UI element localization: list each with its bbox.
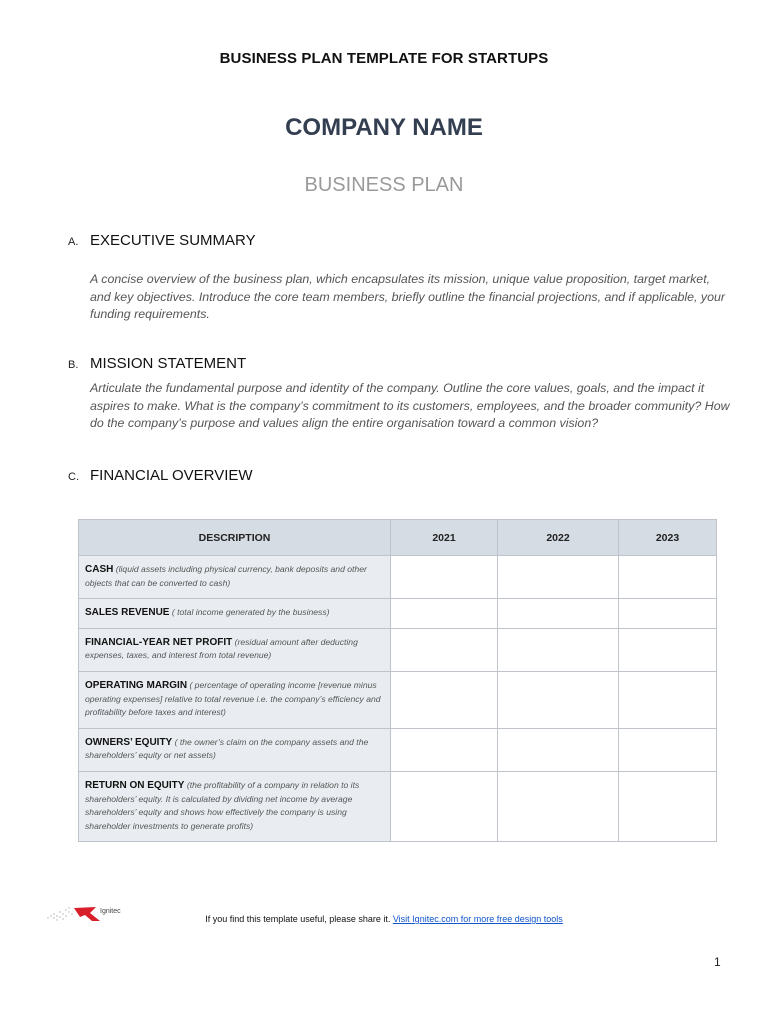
section-letter: A.: [68, 236, 79, 248]
row-label: OPERATING MARGIN: [85, 679, 188, 691]
cell-2021[interactable]: [391, 771, 498, 841]
table-row: [79, 771, 717, 841]
footer-share-text: [0, 914, 768, 924]
cell-2022[interactable]: [498, 771, 619, 841]
row-note: (liquid assets including physical currency, bank deposits and other objects that can be converted to cash): [85, 564, 367, 588]
company-name: COMPANY NAME: [285, 114, 483, 141]
row-note: (residual amount after deducting expenses, taxes, and interest from total revenue): [85, 636, 358, 661]
cell-2022[interactable]: [498, 671, 619, 728]
share-text: If you find this template useful, please share it.: [205, 914, 393, 924]
section-a-heading: [68, 232, 256, 249]
column-header-description: DESCRIPTION: [79, 520, 391, 556]
mission-statement-text: Articulate the fundamental purpose and identity of the company. Outline the core values, goals, and the impact it aspires to make. What is the company’s commitment to its customers, employees, and the broader community? How do the company’s purpose and values align the entire organisation toward a common vision?: [90, 381, 730, 430]
row-note: (the profitability of a company in relation to its shareholders’ equity. It is calculated by dividing net income by average shareholders’ equity and shows how effectively the company is using shareholder investments to generate profits): [85, 779, 360, 831]
column-header-2022: 2022: [498, 520, 619, 556]
row-description: [79, 771, 391, 841]
row-note: ( percentage of operating income [revenue minus operating expenses] relative to total revenue i.e. the company’s efficiency and profitability before taxes and interest): [85, 679, 381, 718]
table-header-row: [79, 520, 717, 556]
column-header-2023: 2023: [619, 520, 717, 556]
table-row: [79, 728, 717, 771]
row-note: ( the owner’s claim on the company assets and the shareholders’ equity or net assets): [85, 736, 369, 761]
cell-2021[interactable]: [391, 556, 498, 599]
cell-2021[interactable]: [391, 671, 498, 728]
ignitec-link[interactable]: Visit Ignitec.com for more free design tools: [392, 914, 563, 924]
table-row: [79, 599, 717, 629]
row-label: SALES REVENUE: [85, 607, 170, 619]
row-description: [79, 599, 391, 629]
row-description: [79, 728, 391, 771]
section-letter: C.: [68, 471, 79, 483]
row-label: CASH: [85, 564, 114, 575]
row-description: [79, 671, 391, 728]
document-title: BUSINESS PLAN TEMPLATE FOR STARTUPS: [219, 50, 549, 67]
cell-2021[interactable]: [391, 728, 498, 771]
column-header-2021: 2021: [391, 520, 498, 556]
row-label: RETURN ON EQUITY: [85, 779, 185, 791]
section-title: FINANCIAL OVERVIEW: [90, 467, 253, 484]
table-row: [79, 556, 717, 599]
section-title: MISSION STATEMENT: [90, 355, 247, 372]
row-label: OWNERS’ EQUITY: [85, 736, 173, 748]
cell-2023[interactable]: [619, 556, 717, 599]
cell-2023[interactable]: [619, 628, 717, 671]
row-description: [79, 628, 391, 671]
cell-2023[interactable]: [619, 728, 717, 771]
row-description: [79, 556, 391, 599]
row-note: ( total income generated by the business): [171, 607, 330, 618]
section-c-heading: [68, 467, 253, 484]
cell-2022[interactable]: [498, 556, 619, 599]
cell-2021[interactable]: [391, 599, 498, 629]
section-letter: B.: [68, 359, 79, 371]
page-number: 1: [714, 955, 721, 969]
cell-2023[interactable]: [619, 671, 717, 728]
executive-summary-text: A concise overview of the business plan, which encapsulates its mission, unique value proposition, target market, and key objectives. Introduce the core team members, briefly outline the financial projections, and if applicable, your funding requirements.: [90, 272, 726, 321]
table-row: [79, 671, 717, 728]
cell-2021[interactable]: [391, 628, 498, 671]
row-label: FINANCIAL-YEAR NET PROFIT: [85, 636, 233, 648]
business-plan-label: BUSINESS PLAN: [304, 174, 464, 196]
logo-text: Ignitec: [100, 908, 121, 915]
table-row: [79, 628, 717, 671]
section-b-heading: [68, 355, 246, 372]
financial-overview-table: [78, 519, 717, 842]
cell-2022[interactable]: [498, 728, 619, 771]
section-title: EXECUTIVE SUMMARY: [90, 232, 256, 249]
cell-2023[interactable]: [619, 771, 717, 841]
cell-2022[interactable]: [498, 628, 619, 671]
cell-2022[interactable]: [498, 599, 619, 629]
cell-2023[interactable]: [619, 599, 717, 629]
